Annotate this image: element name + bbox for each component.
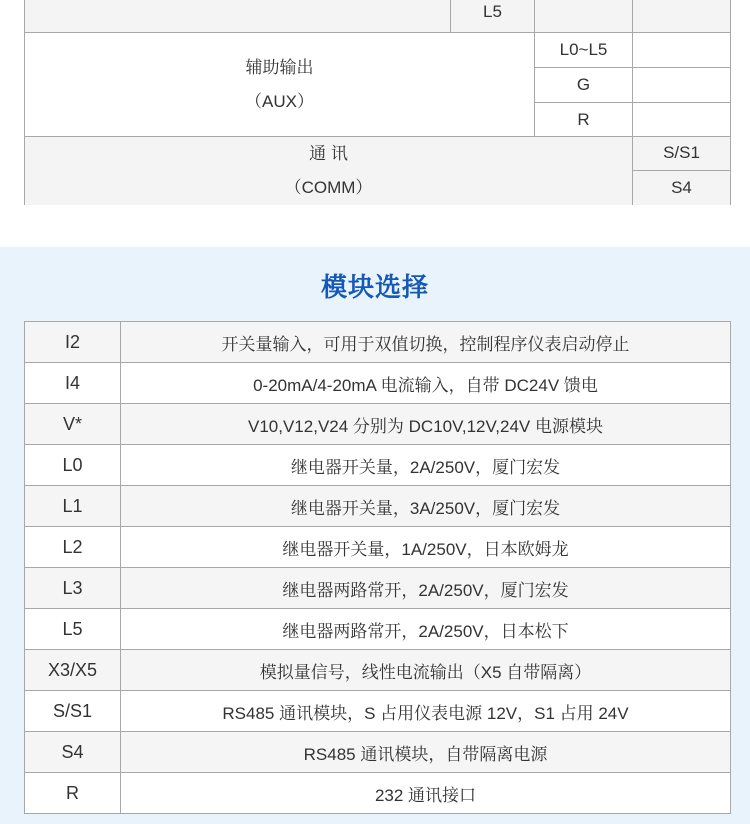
spec-cell-empty bbox=[633, 0, 731, 33]
module-code-cell: X3/X5 bbox=[25, 650, 121, 691]
module-code-cell: L1 bbox=[25, 486, 121, 527]
spec-row-aux-1 bbox=[25, 33, 731, 68]
module-desc-cell: 继电器两路常开，2A/250V，厦门宏发 bbox=[121, 568, 731, 609]
module-desc-cell: 继电器两路常开，2A/250V，日本松下 bbox=[121, 609, 731, 650]
module-desc-cell: V10,V12,V24 分别为 DC10V,12V,24V 电源模块 bbox=[121, 404, 731, 445]
top-spec-table-wrapper bbox=[24, 0, 731, 205]
module-desc-cell: 继电器开关量，3A/250V，厦门宏发 bbox=[121, 486, 731, 527]
spec-cell-empty bbox=[25, 0, 451, 33]
module-desc-cell: 0-20mA/4-20mA 电流输入，自带 DC24V 馈电 bbox=[121, 363, 731, 404]
module-row-l5 bbox=[25, 609, 731, 650]
aux-code-r: R bbox=[535, 103, 633, 137]
module-code-cell: V* bbox=[25, 404, 121, 445]
aux-code-l0-l5: L0~L5 bbox=[535, 33, 633, 68]
module-desc-cell: 开关量输入，可用于双值切换，控制程序仪表启动停止 bbox=[121, 322, 731, 363]
aux-label-line2: （AUX） bbox=[245, 91, 314, 111]
module-row-r bbox=[25, 773, 731, 814]
module-row-l1 bbox=[25, 486, 731, 527]
module-row-v bbox=[25, 404, 731, 445]
module-code-cell: L3 bbox=[25, 568, 121, 609]
comm-code-s4: S4 bbox=[633, 170, 731, 205]
comm-label-cell bbox=[25, 137, 633, 206]
spec-cell-l5: L5 bbox=[451, 0, 535, 33]
module-code-cell: L2 bbox=[25, 527, 121, 568]
module-desc-cell: 模拟量信号，线性电流输出（X5 自带隔离） bbox=[121, 650, 731, 691]
module-row-i2 bbox=[25, 322, 731, 363]
module-desc-cell: 继电器开关量，1A/250V，日本欧姆龙 bbox=[121, 527, 731, 568]
spec-row-comm-1 bbox=[25, 137, 731, 171]
module-section-title: 模块选择 bbox=[320, 272, 429, 302]
module-code-cell: I2 bbox=[25, 322, 121, 363]
top-spec-table bbox=[24, 0, 731, 205]
module-row-i4 bbox=[25, 363, 731, 404]
module-desc-cell: 继电器开关量，2A/250V，厦门宏发 bbox=[121, 445, 731, 486]
module-desc-cell: RS485 通讯模块，自带隔离电源 bbox=[121, 732, 731, 773]
module-code-cell: S4 bbox=[25, 732, 121, 773]
module-desc-cell: 232 通讯接口 bbox=[121, 773, 731, 814]
module-code-cell: R bbox=[25, 773, 121, 814]
module-row-l2 bbox=[25, 527, 731, 568]
module-row-x3-x5 bbox=[25, 650, 731, 691]
module-row-s4 bbox=[25, 732, 731, 773]
spec-cell-empty bbox=[535, 0, 633, 33]
comm-label-line1: 通 讯 bbox=[309, 144, 348, 163]
comm-label-line2: （COMM） bbox=[284, 178, 373, 197]
module-code-cell: L5 bbox=[25, 609, 121, 650]
module-table bbox=[24, 321, 731, 814]
module-row-l3 bbox=[25, 568, 731, 609]
comm-code-s-s1: S/S1 bbox=[633, 137, 731, 171]
spec-cell-empty bbox=[633, 103, 731, 137]
module-code-cell: S/S1 bbox=[25, 691, 121, 732]
module-code-cell: L0 bbox=[25, 445, 121, 486]
module-desc-cell: RS485 通讯模块，S 占用仪表电源 12V，S1 占用 24V bbox=[121, 691, 731, 732]
module-row-l0 bbox=[25, 445, 731, 486]
aux-code-g: G bbox=[535, 68, 633, 103]
spec-cell-empty bbox=[633, 68, 731, 103]
module-row-s-s1 bbox=[25, 691, 731, 732]
module-code-cell: I4 bbox=[25, 363, 121, 404]
aux-label-cell bbox=[25, 33, 535, 137]
spec-row-partial bbox=[25, 0, 731, 33]
aux-label-line1: 辅助输出 bbox=[245, 57, 314, 77]
spec-cell-empty bbox=[633, 33, 731, 68]
